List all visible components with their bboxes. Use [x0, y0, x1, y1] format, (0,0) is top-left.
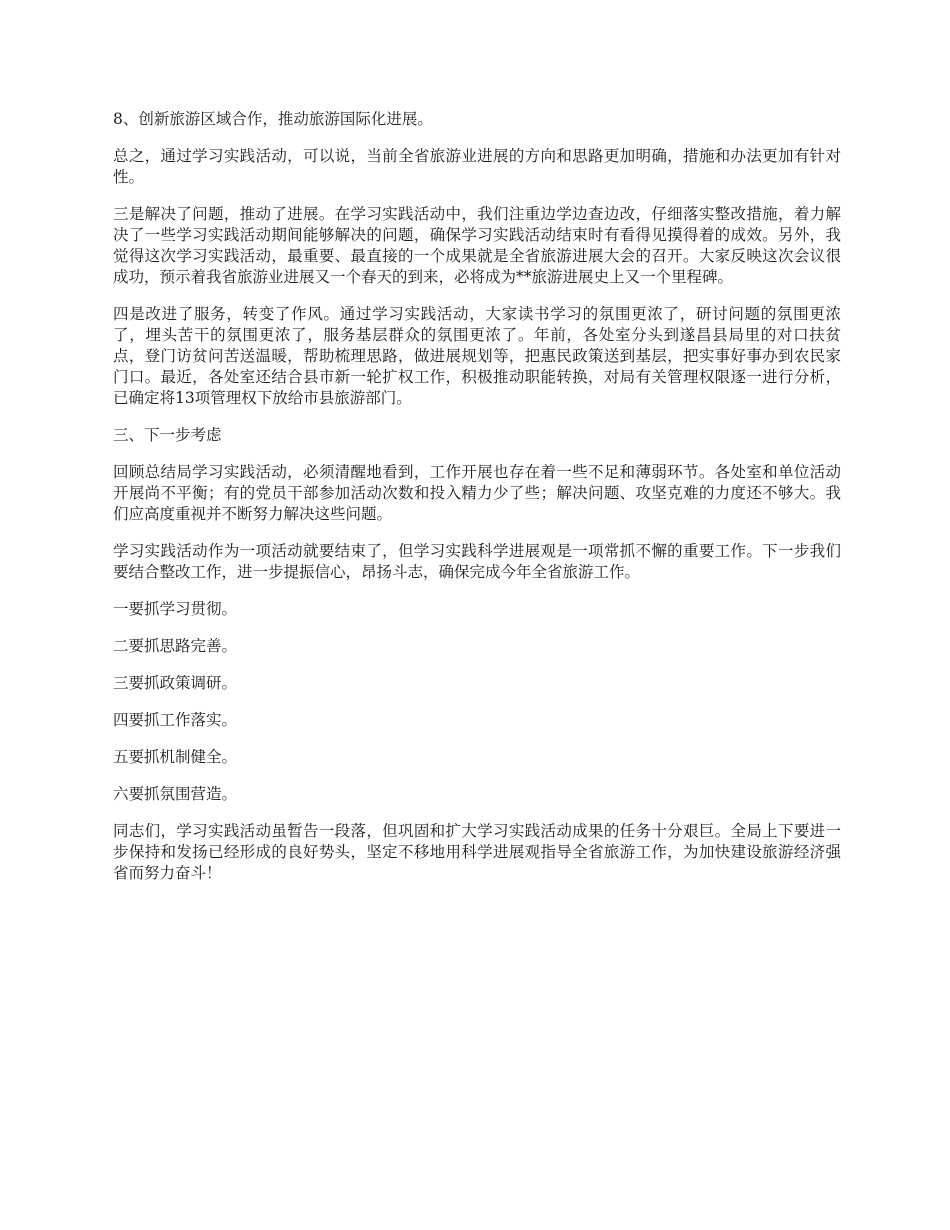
paragraph-point-four: 四是改进了服务，转变了作风。通过学习实践活动，大家读书学习的氛围更浓了，研讨问题的氛围更浓了，埋头苦干的氛围更浓了，服务基层群众的氛围更浓了。年前，各处室分头到遂昌县局里的对口扶贫点，登门访贫问苦送温暖，帮助梳理思路，做进展规划等，把惠民政策送到基层，把实事好事办到农民家门口。最近，各处室还结合县市新一轮扩权工作，积极推动职能转换，对局有关管理权限逐一进行分析，已确定将13项管理权下放给市县旅游部门。	[113, 305, 841, 407]
paragraph-next-plan: 学习实践活动作为一项活动就要结束了，但学习实践科学进展观是一项常抓不懈的重要工作。下一步我们要结合整改工作，进一步提振信心，昂扬斗志，确保完成今年全省旅游工作。	[113, 542, 841, 581]
list-item-study: 一要抓学习贯彻。	[113, 600, 238, 618]
list-item-atmosphere: 六要抓氛围营造。	[113, 785, 238, 803]
paragraph-point-three: 三是解决了问题，推动了进展。在学习实践活动中，我们注重边学边查边改，仔细落实整改措施，着力解决了一些学习实践活动期间能够解决的问题，确保学习实践活动结束时有看得见摸得着的成效。另外，我觉得这次学习实践活动，最重要、最直接的一个成果就是全省旅游进展大会的召开。大家反映这次会议很成功，预示着我省旅游业进展又一个春天的到来，必将成为**旅游进展史上又一个里程碑。	[113, 205, 841, 286]
list-item-implementation: 四要抓工作落实。	[113, 711, 238, 729]
list-item-ideas: 二要抓思路完善。	[113, 637, 238, 655]
paragraph-item-8-innovation: 8、创新旅游区域合作，推动旅游国际化进展。	[113, 110, 433, 128]
paragraph-summary: 总之，通过学习实践活动，可以说，当前全省旅游业进展的方向和思路更加明确，措施和办法更加有针对性。	[113, 147, 841, 186]
document-body	[113, 109, 841, 900]
list-item-policy: 三要抓政策调研。	[113, 674, 238, 692]
section-heading-next-steps: 三、下一步考虑	[113, 426, 222, 444]
paragraph-review: 回顾总结局学习实践活动，必须清醒地看到，工作开展也存在着一些不足和薄弱环节。各处室和单位活动开展尚不平衡；有的党员干部参加活动次数和投入精力少了些；解决问题、攻坚克难的力度还不够大。我们应高度重视并不断努力解决这些问题。	[113, 463, 841, 523]
list-item-mechanism: 五要抓机制健全。	[113, 748, 238, 766]
paragraph-closing: 同志们，学习实践活动虽暂告一段落，但巩固和扩大学习实践活动成果的任务十分艰巨。全局上下要进一步保持和发扬已经形成的良好势头，坚定不移地用科学进展观指导全省旅游工作，为加快建设旅游经济强省而努力奋斗！	[113, 822, 841, 882]
